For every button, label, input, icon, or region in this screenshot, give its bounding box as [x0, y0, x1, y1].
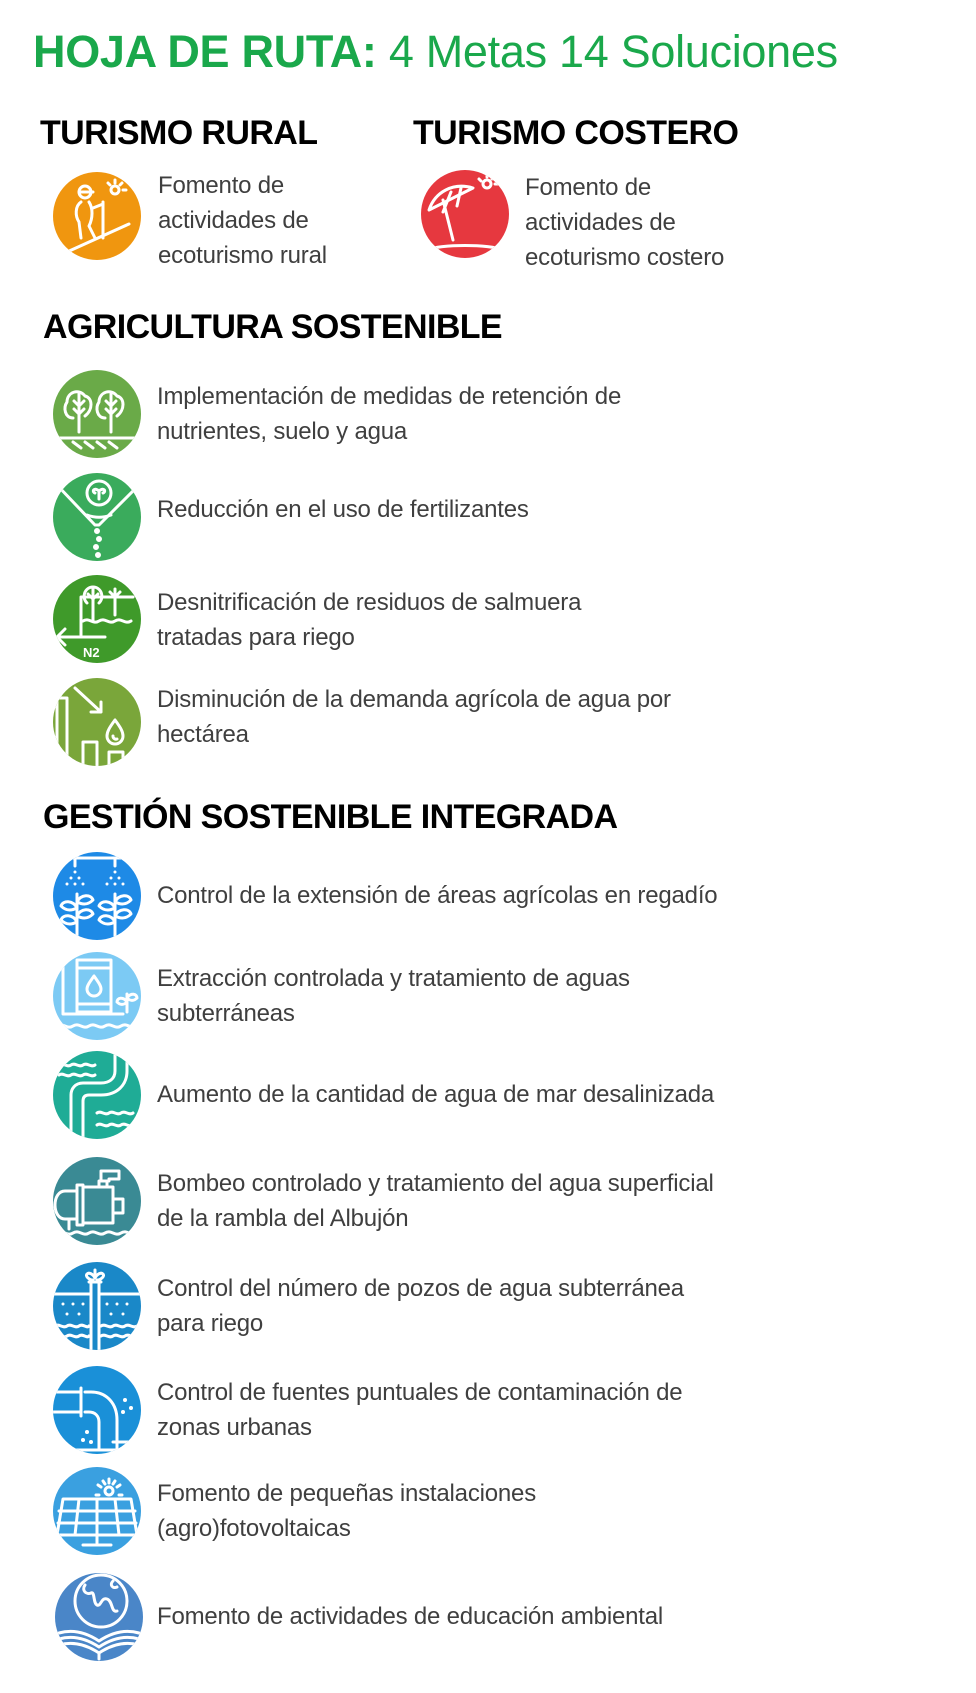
solution-text: Control del número de pozos de agua subterránea para riego: [157, 1275, 684, 1337]
trees-icon: [53, 370, 141, 458]
solution-text: Extracción controlada y tratamiento de aguas subterráneas: [157, 965, 630, 1027]
solution-text: Reducción en el uso de fertilizantes: [157, 496, 529, 523]
page-title: [33, 26, 838, 78]
solar-panel-icon: [53, 1467, 141, 1555]
desalination-icon: [53, 1051, 141, 1139]
hiker-icon: [53, 172, 141, 260]
well-icon: [53, 1262, 141, 1350]
fertilizer-icon: [53, 473, 141, 561]
globe-book-icon: [55, 1573, 143, 1661]
goal-heading-gestion-sostenible-integrada: GESTIÓN SOSTENIBLE INTEGRADA: [43, 798, 618, 836]
svg-text:N2: N2: [83, 645, 100, 660]
solution-text: Fomento de actividades de ecoturismo costero: [525, 174, 725, 271]
solution-text: Fomento de actividades de educación ambiental: [157, 1603, 663, 1630]
irrigation-icon: [53, 852, 141, 940]
solution-text: Fomento de actividades de ecoturismo rural: [158, 172, 327, 269]
solution-text: Control de fuentes puntuales de contaminación de zonas urbanas: [157, 1379, 683, 1441]
pipe-discharge-icon: [53, 1366, 141, 1454]
solution-text: Bombeo controlado y tratamiento del agua superficial de la rambla del Albujón: [157, 1170, 714, 1232]
solution-text: Disminución de la demanda agrícola de agua por hectárea: [157, 686, 671, 748]
solution-text: Desnitrificación de residuos de salmuera tratadas para riego: [157, 589, 582, 651]
groundwater-extraction-icon: [53, 952, 141, 1040]
denitrification-icon: [53, 575, 141, 663]
goal-heading-turismo-rural: TURISMO RURAL: [40, 114, 318, 152]
water-demand-icon: [53, 678, 141, 766]
goal-heading-turismo-costero: TURISMO COSTERO: [413, 114, 739, 152]
solution-text: Control de la extensión de áreas agrícolas en regadío: [157, 882, 718, 909]
pump-icon: [53, 1157, 141, 1245]
goal-heading-agricultura-sostenible: AGRICULTURA SOSTENIBLE: [43, 308, 503, 346]
title-bold: HOJA DE RUTA:: [33, 26, 377, 77]
title-light: 4 Metas 14 Soluciones: [388, 26, 838, 77]
solution-text: Aumento de la cantidad de agua de mar desalinizada: [157, 1081, 715, 1108]
beach-umbrella-icon: [421, 170, 509, 258]
solution-text: Fomento de pequeñas instalaciones (agro)fotovoltaicas: [157, 1480, 536, 1542]
solution-text: Implementación de medidas de retención de nutrientes, suelo y agua: [157, 383, 622, 445]
